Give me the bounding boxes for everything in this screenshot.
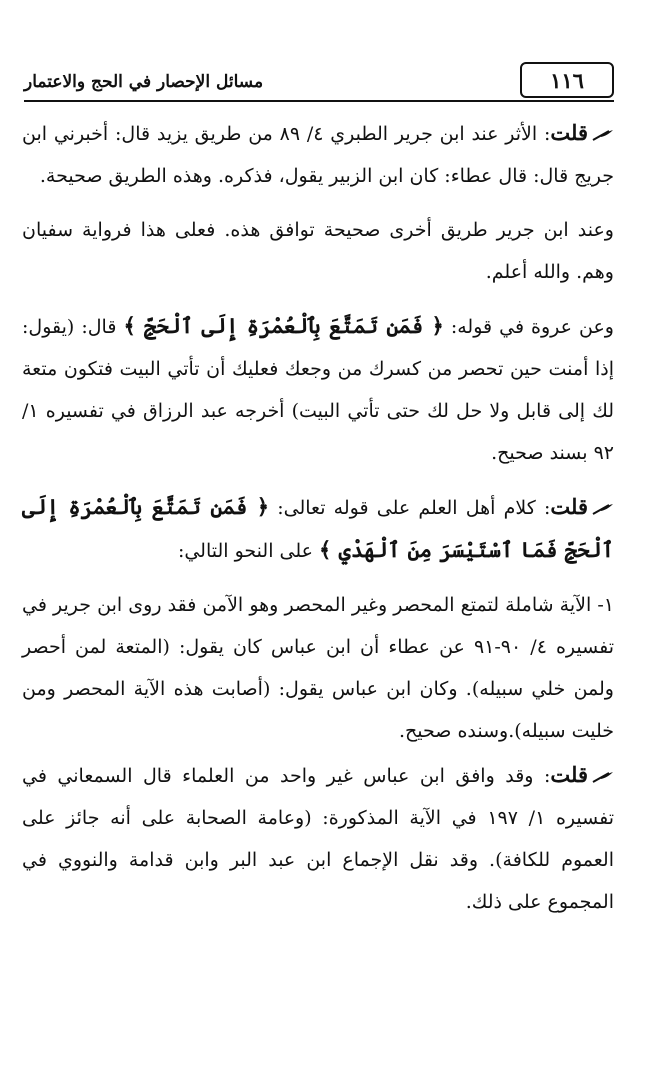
paragraph-text-after: على النحو التالي: bbox=[177, 540, 320, 562]
paragraph-1 bbox=[22, 112, 614, 197]
quran-verse: ﴿ فَمَن تَمَتَّعَ بِٱلْعُمْرَةِ إِلَى ٱلْحَجِّ فَمَا ٱسْتَيْسَرَ مِنَ ٱلْهَدْيِ ﴾ bbox=[22, 494, 614, 562]
running-title: مسائل الإحصار في الحج والاعتمار bbox=[24, 72, 264, 92]
quill-pen-icon bbox=[592, 128, 614, 142]
quill-pen-icon bbox=[592, 502, 614, 516]
note-label: قلت bbox=[550, 762, 588, 787]
paragraph-text-after: قال: (يقول: إذا أمنت حين تحصر من كسرك من وجعك فعليك أن تأتي البيت فتكون متعة لك إلى قابل ولا حل لك حتى تأتي البيت) أخرجه عبد الرزاق في تفسيره ١/ ٩٢ بسند صحيح. bbox=[22, 316, 614, 464]
note-label: قلت bbox=[550, 494, 588, 519]
paragraph-text: وعند ابن جرير طريق أخرى صحيحة توافق هذه. فعلى هذا فرواية سفيان وهم. والله أعلم. bbox=[22, 219, 614, 283]
page-number: ١١٦ bbox=[520, 62, 614, 98]
note-label: قلت bbox=[550, 120, 588, 145]
paragraph-2 bbox=[22, 209, 614, 293]
paragraph-4 bbox=[22, 486, 614, 572]
paragraph-text: : وقد وافق ابن عباس غير واحد من العلماء قال السمعاني في تفسيره ١/ ١٩٧ في الآية المذكورة: (وعامة الصحابة على أنه جائز على العموم للكافة). وقد نقل الإجماع ابن عبد البر وابن قدامة والنووي في المجموع على ذلك. bbox=[22, 765, 614, 913]
paragraph-6 bbox=[22, 754, 614, 923]
paragraph-3 bbox=[22, 305, 614, 474]
paragraph-text: ١- الآية شاملة لتمتع المحصر وغير المحصر وهو الآمن فقد روى ابن جرير في تفسيره ٤/ ٩٠-٩١ عن عطاء أن ابن عباس كان يقول: (المتعة لمن أحصر ولمن خلي سبيله). وكان ابن عباس يقول: (أصابت هذه الآية المحصر ومن خليت سبيله).وسنده صحيح. bbox=[22, 594, 614, 742]
paragraph-text: : الأثر عند ابن جرير الطبري ٤/ ٨٩ من طريق يزيد قال: أخبرني ابن جريج قال: قال عطاء: كان ابن الزبير يقول، فذكره. وهذه الطريق صحيحة. bbox=[22, 123, 614, 187]
body-text bbox=[22, 112, 614, 935]
page-header bbox=[24, 62, 614, 102]
paragraph-text-before: : كلام أهل العلم على قوله تعالى: bbox=[269, 497, 551, 519]
header-rule bbox=[24, 100, 614, 102]
paragraph-text-before: وعن عروة في قوله: bbox=[443, 316, 614, 338]
quill-pen-icon bbox=[592, 770, 614, 784]
quran-verse: ﴿ فَمَن تَمَتَّعَ بِٱلْعُمْرَةِ إِلَى ٱلْحَجِّ ﴾ bbox=[123, 313, 444, 338]
paragraph-5 bbox=[22, 584, 614, 752]
